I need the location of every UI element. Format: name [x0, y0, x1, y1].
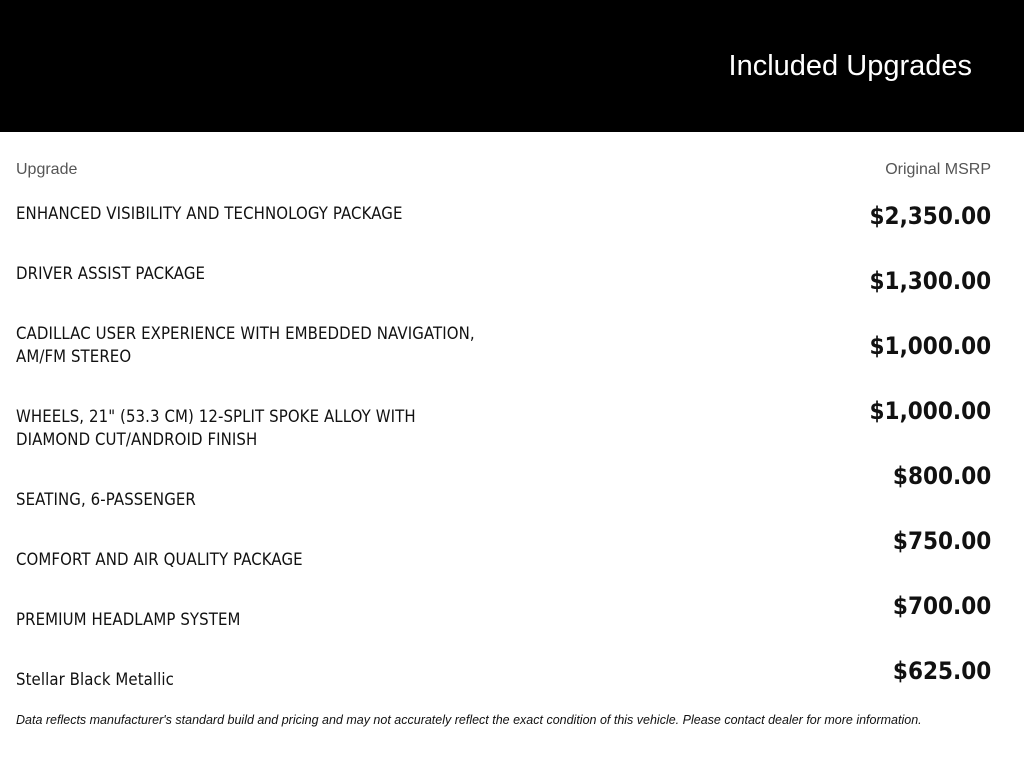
upgrade-price: $625.00	[892, 657, 991, 685]
upgrade-price: $1,000.00	[869, 332, 991, 360]
upgrade-column-header: Upgrade	[16, 161, 78, 178]
disclaimer-text: Data reflects manufacturer's standard build and pricing and may not accurately reflect the exact condition of this vehicle. Please contact dealer for more information.	[16, 713, 922, 727]
msrp-column-header: Original MSRP	[885, 161, 991, 178]
upgrade-price: $1,000.00	[869, 397, 991, 425]
upgrade-name: CADILLAC USER EXPERIENCE WITH EMBEDDED NAVIGATION, AM/FM STEREO	[16, 324, 475, 367]
page-title: Included Upgrades	[728, 50, 972, 82]
upgrade-name: COMFORT AND AIR QUALITY PACKAGE	[16, 550, 303, 570]
upgrade-price: $700.00	[892, 592, 991, 620]
upgrade-name: PREMIUM HEADLAMP SYSTEM	[16, 610, 241, 630]
upgrade-name: Stellar Black Metallic	[16, 670, 174, 690]
upgrade-name: ENHANCED VISIBILITY AND TECHNOLOGY PACKAGE	[16, 204, 403, 224]
page-header	[0, 0, 1024, 132]
upgrade-name: DRIVER ASSIST PACKAGE	[16, 264, 206, 284]
upgrade-price: $800.00	[892, 462, 991, 490]
upgrade-price: $750.00	[892, 527, 991, 555]
upgrade-price: $1,300.00	[869, 267, 991, 295]
upgrade-name: WHEELS, 21" (53.3 CM) 12-SPLIT SPOKE ALLOY WITH DIAMOND CUT/ANDROID FINISH	[16, 407, 416, 450]
upgrade-name: SEATING, 6-PASSENGER	[16, 490, 196, 510]
upgrade-price: $2,350.00	[869, 202, 991, 230]
